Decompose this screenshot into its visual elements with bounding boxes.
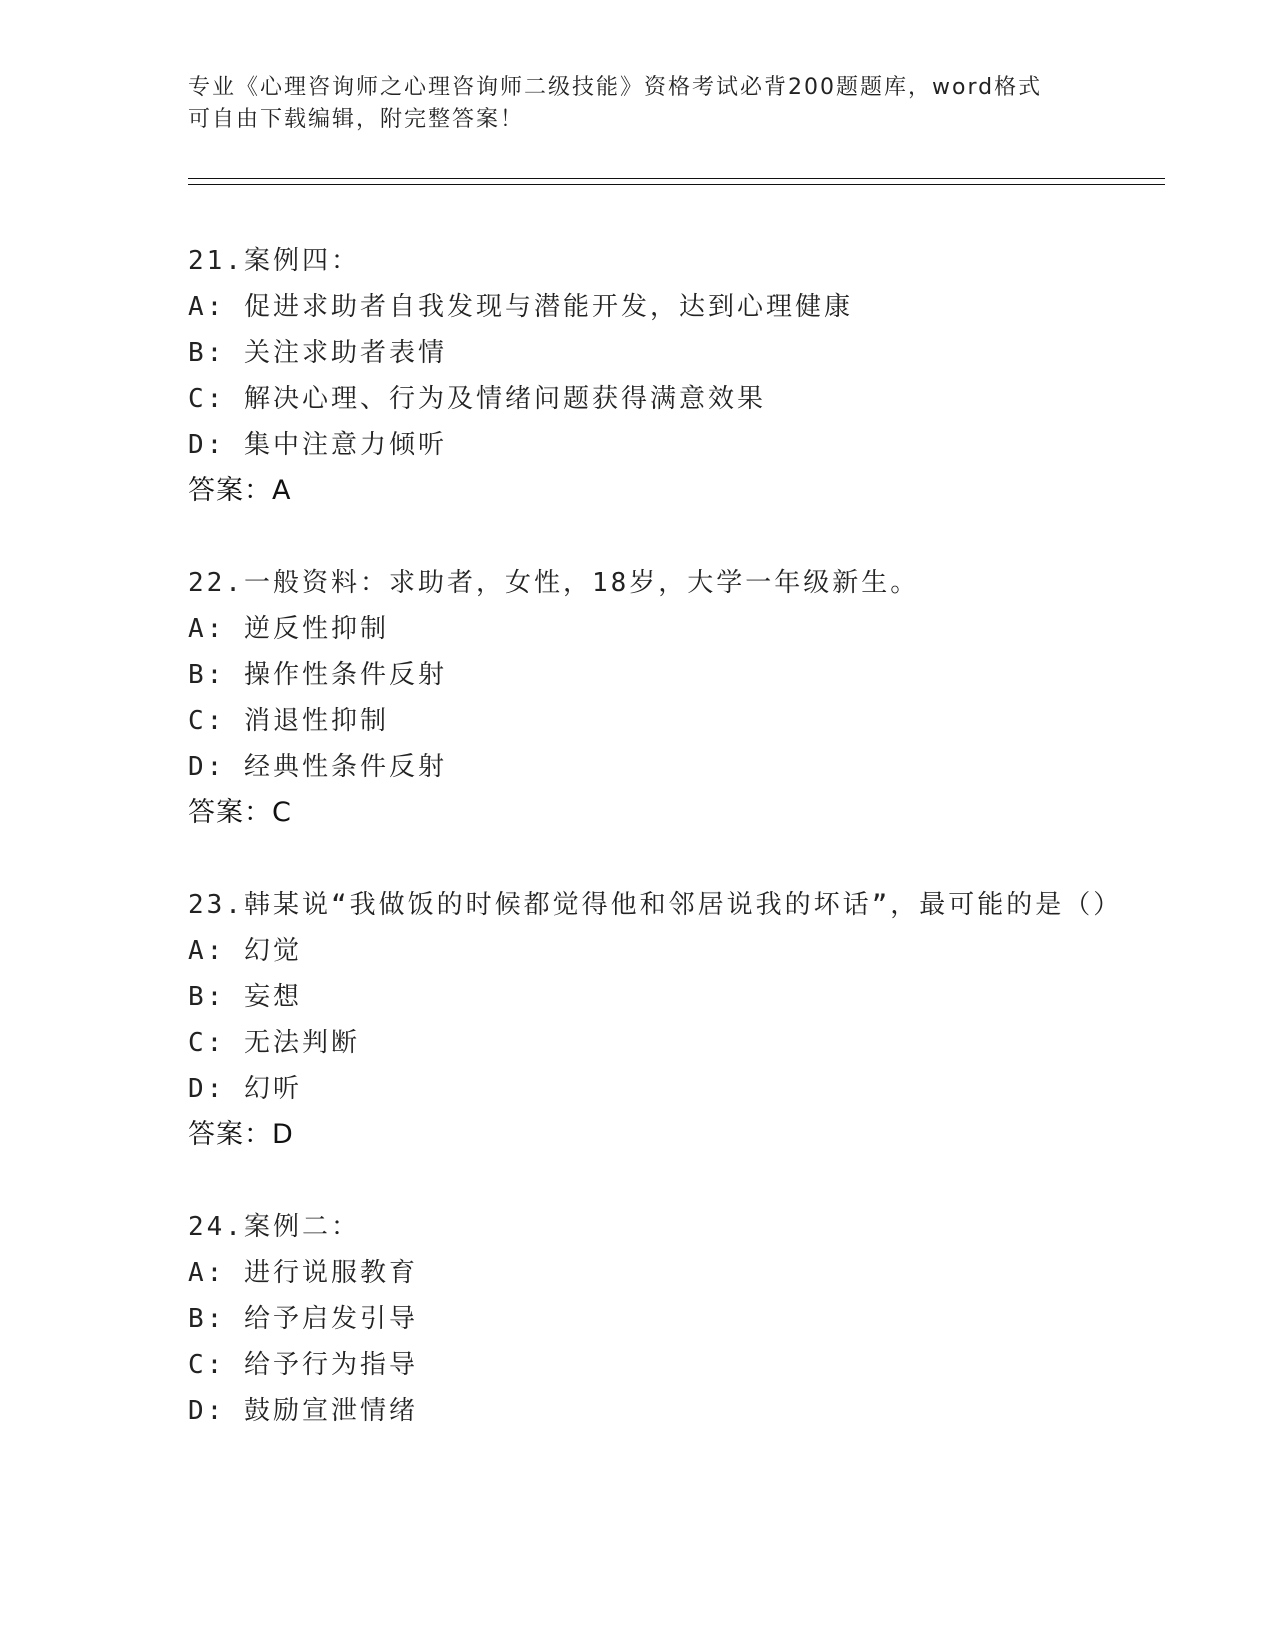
option-a: A: 幻觉	[188, 936, 302, 966]
question-24	[188, 1204, 1148, 1434]
option-c: C: 给予行为指导	[188, 1350, 418, 1380]
option-b: B: 给予启发引导	[188, 1304, 418, 1334]
option-b: B: 妄想	[188, 982, 302, 1012]
question-title: 23.韩某说“我做饭的时候都觉得他和邻居说我的坏话”，最可能的是（）	[188, 890, 1123, 920]
answer-line: 答案：A	[188, 475, 292, 506]
option-b: B: 关注求助者表情	[188, 338, 447, 368]
option-b: B: 操作性条件反射	[188, 660, 447, 690]
option-c: C: 无法判断	[188, 1028, 360, 1058]
header-line-1: 专业《心理咨询师之心理咨询师二级技能》资格考试必背200题题库，word格式	[188, 75, 1043, 100]
answer-line: 答案：D	[188, 1119, 294, 1150]
option-a: A: 促进求助者自我发现与潜能开发，达到心理健康	[188, 292, 853, 322]
option-d: D: 经典性条件反射	[188, 752, 447, 782]
option-d: D: 鼓励宣泄情绪	[188, 1396, 418, 1426]
option-d: D: 幻听	[188, 1074, 302, 1104]
option-c: C: 解决心理、行为及情绪问题获得满意效果	[188, 384, 766, 414]
document-header	[188, 72, 1088, 136]
header-divider-bottom	[188, 184, 1165, 185]
option-a: A: 进行说服教育	[188, 1258, 418, 1288]
question-23	[188, 882, 1148, 1158]
question-22	[188, 560, 1148, 836]
header-line-2: 可自由下载编辑，附完整答案！	[188, 107, 525, 132]
header-divider-top	[188, 178, 1165, 179]
answer-line: 答案：C	[188, 797, 292, 828]
question-list	[188, 238, 1148, 1480]
option-a: A: 逆反性抑制	[188, 614, 389, 644]
question-title: 21.案例四：	[188, 246, 360, 276]
question-title: 24.案例二：	[188, 1212, 360, 1242]
option-d: D: 集中注意力倾听	[188, 430, 447, 460]
option-c: C: 消退性抑制	[188, 706, 389, 736]
question-title: 22.一般资料：求助者，女性，18岁，大学一年级新生。	[188, 568, 920, 598]
question-21	[188, 238, 1148, 514]
